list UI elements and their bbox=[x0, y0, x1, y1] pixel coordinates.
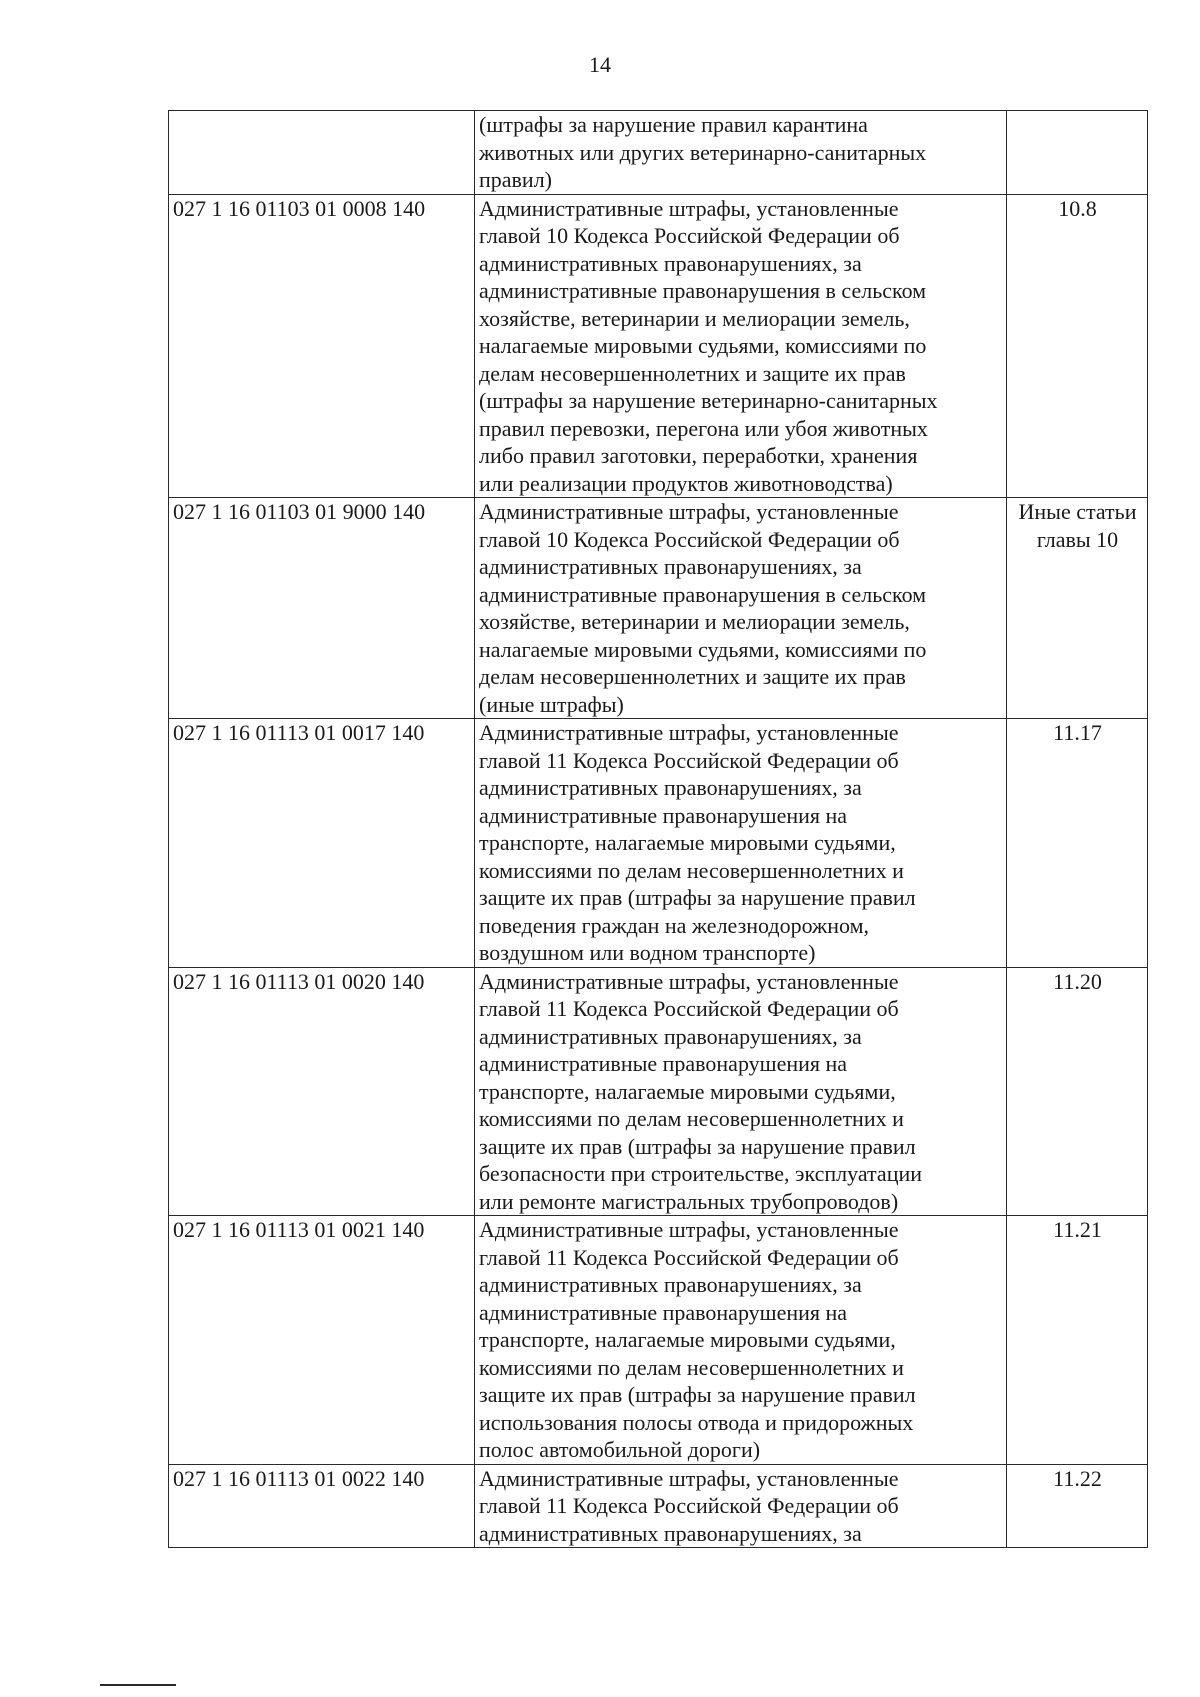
description-line: животных или других ветеринарно-санитарных bbox=[479, 139, 927, 165]
description-cell bbox=[475, 967, 1007, 1216]
description-line: (штрафы за нарушение ветеринарно-санитарных bbox=[479, 388, 938, 413]
budget-code-cell: 027 1 16 01113 01 0022 140 bbox=[169, 1464, 475, 1548]
table-row bbox=[169, 1464, 1148, 1548]
description-line: полос автомобильной дороги) bbox=[479, 1437, 761, 1462]
description-line: главой 11 Кодекса Российской Федерации об bbox=[479, 1244, 899, 1270]
description-line: защите их прав (штрафы за нарушение правил bbox=[479, 1133, 916, 1159]
description-line: Административные штрафы, установленные bbox=[479, 1217, 899, 1242]
description-line: (штрафы за нарушение правил карантина bbox=[479, 112, 868, 137]
table-row bbox=[169, 498, 1148, 719]
description-line: комиссиями по делам несовершеннолетних и bbox=[479, 1354, 904, 1380]
description-cell bbox=[475, 498, 1007, 719]
description-line: защите их прав (штрафы за нарушение правил bbox=[479, 885, 916, 910]
description-cell bbox=[475, 1464, 1007, 1548]
budget-code-cell: 027 1 16 01103 01 0008 140 bbox=[169, 194, 475, 498]
description-line: хозяйстве, ветеринарии и мелиорации земель, bbox=[479, 609, 910, 634]
description-line: административных правонарушениях, за bbox=[479, 775, 862, 800]
description-line: административные правонарушения в сельском bbox=[479, 581, 927, 607]
description-cell bbox=[475, 111, 1007, 195]
description-cell bbox=[475, 1216, 1007, 1465]
description-line: безопасности при строительстве, эксплуатации bbox=[479, 1161, 923, 1186]
description-line: либо правил заготовки, переработки, хранения bbox=[479, 443, 918, 468]
description-line: налагаемые мировыми судьями, комиссиями по bbox=[479, 636, 927, 662]
description-line: административных правонарушениях, за bbox=[479, 1520, 862, 1546]
table-row bbox=[169, 967, 1148, 1216]
description-line: административные правонарушения в сельском bbox=[479, 278, 927, 303]
article-cell: 10.8 bbox=[1007, 194, 1148, 498]
description-line: или ремонте магистральных трубопроводов) bbox=[479, 1188, 899, 1214]
description-line: административные правонарушения на bbox=[479, 802, 848, 828]
budget-code-cell: 027 1 16 01113 01 0020 140 bbox=[169, 967, 475, 1216]
description-cell bbox=[475, 719, 1007, 968]
description-line: использования полосы отвода и придорожных bbox=[479, 1409, 914, 1435]
description-line: воздушном или водном транспорте) bbox=[479, 940, 816, 965]
revenue-codes-table bbox=[168, 110, 1148, 1548]
article-cell: 11.22 bbox=[1007, 1464, 1148, 1548]
description-line: административных правонарушениях, за bbox=[479, 250, 862, 276]
article-cell: 11.20 bbox=[1007, 967, 1148, 1216]
description-line: или реализации продуктов животноводства) bbox=[479, 470, 893, 496]
description-line: комиссиями по делам несовершеннолетних и bbox=[479, 1106, 904, 1131]
budget-code-cell: 027 1 16 01113 01 0017 140 bbox=[169, 719, 475, 968]
description-line: административных правонарушениях, за bbox=[479, 554, 862, 579]
description-line: комиссиями по делам несовершеннолетних и bbox=[479, 857, 904, 883]
table-body bbox=[169, 111, 1148, 1548]
description-line: главой 11 Кодекса Российской Федерации об bbox=[479, 1493, 899, 1518]
description-line: поведения граждан на железнодорожном, bbox=[479, 912, 870, 938]
description-line: главой 11 Кодекса Российской Федерации об bbox=[479, 747, 899, 773]
table-row bbox=[169, 719, 1148, 968]
description-line: Административные штрафы, установленные bbox=[479, 1465, 899, 1491]
description-line: транспорте, налагаемые мировыми судьями, bbox=[479, 1078, 896, 1104]
description-line: налагаемые мировыми судьями, комиссиями по bbox=[479, 333, 927, 358]
budget-code-cell: 027 1 16 01103 01 9000 140 bbox=[169, 498, 475, 719]
page-number: 14 bbox=[589, 52, 611, 77]
table-row bbox=[169, 111, 1148, 195]
table-row bbox=[169, 1216, 1148, 1465]
article-cell: Иные статьи главы 10 bbox=[1007, 498, 1148, 719]
description-line: административные правонарушения на bbox=[479, 1299, 848, 1325]
description-line: (иные штрафы) bbox=[479, 691, 624, 717]
article-cell bbox=[1007, 111, 1148, 195]
description-line: главой 10 Кодекса Российской Федерации об bbox=[479, 223, 900, 248]
description-line: Административные штрафы, установленные bbox=[479, 195, 899, 221]
article-cell: 11.21 bbox=[1007, 1216, 1148, 1465]
description-line: Административные штрафы, установленные bbox=[479, 968, 899, 994]
description-line: административных правонарушениях, за bbox=[479, 1023, 862, 1049]
description-line: правил перевозки, перегона или убоя животных bbox=[479, 415, 928, 441]
description-line: правил) bbox=[479, 167, 553, 192]
description-line: административных правонарушениях, за bbox=[479, 1272, 862, 1297]
table-row bbox=[169, 194, 1148, 498]
description-line: делам несовершеннолетних и защите их прав bbox=[479, 360, 906, 386]
description-line: главой 11 Кодекса Российской Федерации об bbox=[479, 996, 899, 1021]
description-line: главой 10 Кодекса Российской Федерации об bbox=[479, 526, 900, 552]
description-cell bbox=[475, 194, 1007, 498]
description-line: транспорте, налагаемые мировыми судьями, bbox=[479, 1327, 896, 1352]
description-line: хозяйстве, ветеринарии и мелиорации земель, bbox=[479, 305, 910, 331]
description-line: защите их прав (штрафы за нарушение правил bbox=[479, 1382, 916, 1407]
description-line: административные правонарушения на bbox=[479, 1051, 848, 1076]
description-line: делам несовершеннолетних и защите их прав bbox=[479, 664, 906, 689]
description-line: Административные штрафы, установленные bbox=[479, 499, 899, 524]
budget-code-cell: 027 1 16 01113 01 0021 140 bbox=[169, 1216, 475, 1465]
article-cell: 11.17 bbox=[1007, 719, 1148, 968]
budget-code-cell bbox=[169, 111, 475, 195]
description-line: Административные штрафы, установленные bbox=[479, 720, 899, 745]
footnote-divider bbox=[100, 1684, 176, 1686]
description-line: транспорте, налагаемые мировыми судьями, bbox=[479, 830, 896, 855]
